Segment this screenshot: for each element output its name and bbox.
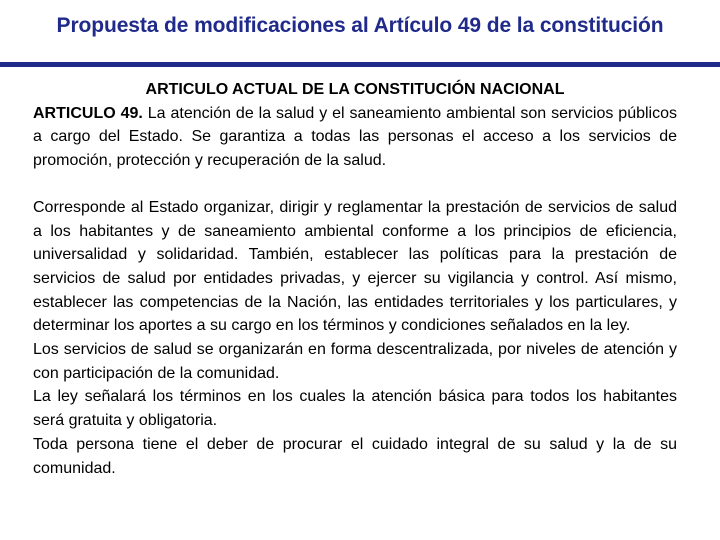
- article-content: [33, 78, 677, 480]
- slide-title: Propuesta de modificaciones al Artículo 49 de la constitución: [56, 14, 664, 37]
- title-divider: [0, 62, 720, 67]
- article-paragraph-2: Corresponde al Estado organizar, dirigir y reglamentar la prestación de servicios de salud a los habitantes y de saneamiento ambiental conforme a los principios de eficiencia, universalidad y solidaridad. También, establecer las políticas para la prestación de servicios de salud por entidades privadas, y ejercer su vigilancia y control. Así mismo, establecer las competencias de la Nación, las entidades territoriales y los particulares, y determinar los aportes a su cargo en los términos y condiciones señalados en la ley.: [33, 198, 677, 335]
- article-paragraph-4: La ley señalará los términos en los cuales la atención básica para todos los habitantes será gratuita y obligatoria.: [33, 388, 677, 430]
- paragraph-gap: [33, 173, 677, 196]
- section-heading: ARTICULO ACTUAL DE LA CONSTITUCIÓN NACIONAL: [145, 81, 565, 98]
- article-label: ARTICULO 49.: [33, 104, 143, 122]
- article-paragraph-3: Los servicios de salud se organizarán en forma descentralizada, por niveles de atención y con participación de la comunidad.: [33, 341, 677, 382]
- article-paragraph-1: [33, 102, 677, 173]
- paragraph-text: La atención de la salud y el saneamiento ambiental son servicios públicos a cargo del Estado. Se garantiza a todas las personas el acceso a los servicios de promoción, protección y recuperación de la salud.: [33, 104, 678, 170]
- article-paragraph-5: Toda persona tiene el deber de procurar el cuidado integral de su salud y la de su comunidad.: [33, 435, 677, 477]
